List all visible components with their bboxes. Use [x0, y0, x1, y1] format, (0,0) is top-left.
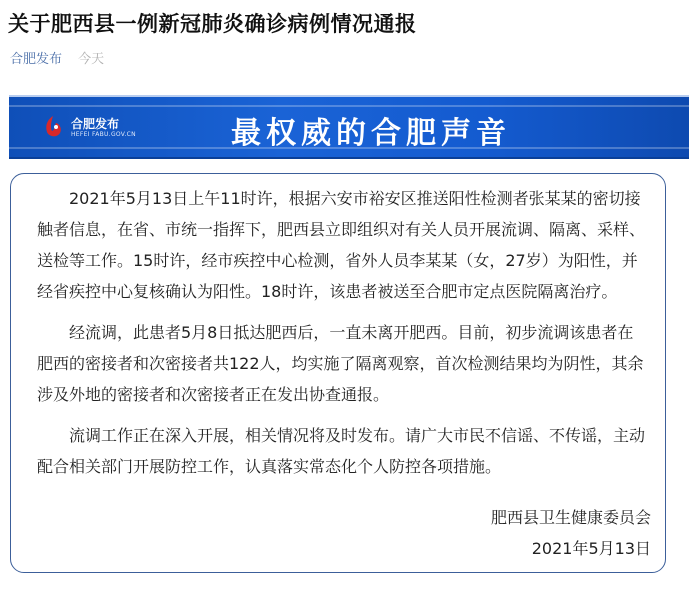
notice-date: 2021年5月13日 — [531, 539, 651, 558]
source-account-link[interactable]: 合肥发布 — [10, 52, 63, 67]
notice-paragraph-2 — [37, 317, 649, 410]
paragraph-text: 经流调，此患者5月8日抵达肥西后，一直未离开肥西。目前，初步流调该患者在肥西的密接者和次密接者共122人，均实施了隔离观察，首次检测结果均为阴性，其余涉及外地的密接者和次密接者正在发出协查通报。 — [37, 323, 644, 404]
header-banner — [9, 95, 689, 159]
publish-time: 今天 — [78, 52, 105, 67]
article-title: 关于肥西县一例新冠肺炎确诊病例情况通报 — [8, 12, 417, 36]
banner-logo-name: 合肥发布 — [71, 117, 120, 131]
notice-paragraph-1 — [37, 183, 649, 307]
hefei-logo-icon — [43, 115, 63, 139]
banner-stripe-top — [9, 105, 689, 107]
notice-card — [10, 173, 666, 573]
notice-paragraph-3 — [37, 420, 649, 482]
banner-logo-url: HEFEI FABU.GOV.CN — [71, 131, 136, 138]
article-meta — [10, 48, 104, 67]
banner-slogan: 最权威的合肥声音 — [231, 116, 511, 151]
paragraph-text: 流调工作正在深入开展，相关情况将及时发布。请广大市民不信谣、不传谣，主动配合相关部门开展防控工作，认真落实常态化个人防控各项措施。 — [37, 426, 646, 476]
notice-signature: 肥西县卫生健康委员会 — [490, 508, 651, 527]
paragraph-text: 2021年5月13日上午11时许，根据六安市裕安区推送阳性检测者张某某的密切接触者信息，在省、市统一指挥下，肥西县立即组织对有关人员开展流调、隔离、采样、送检等工作。15时许，经市疾控中心检测，省外人员李某某（女，27岁）为阳性，并经省疾控中心复核确认为阳性。18时许，该患者被送至合肥市定点医院隔离治疗。 — [37, 189, 646, 301]
